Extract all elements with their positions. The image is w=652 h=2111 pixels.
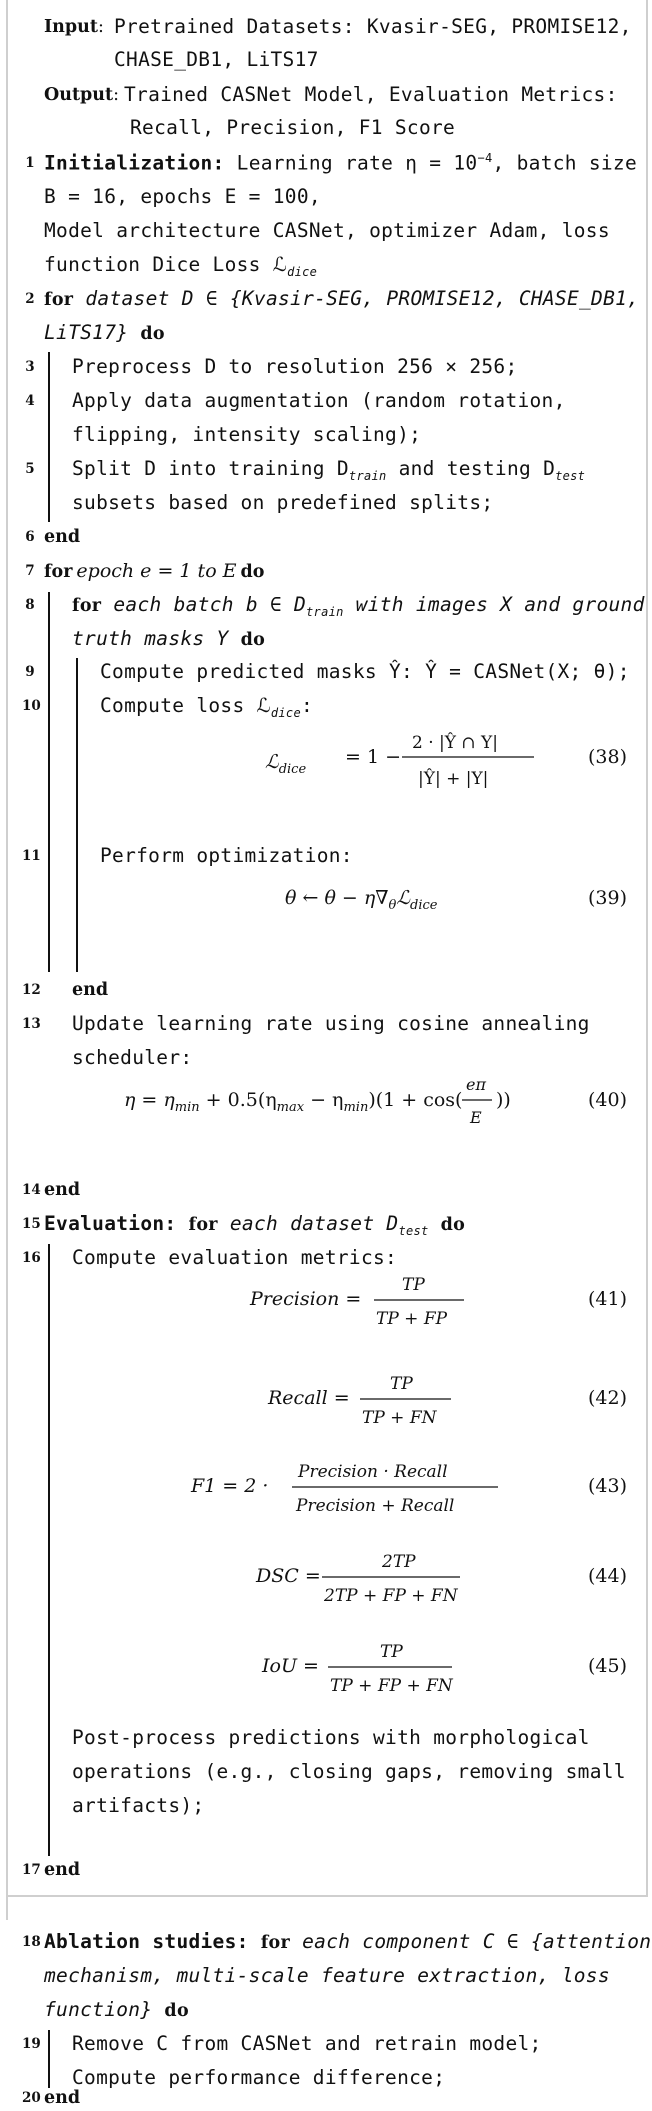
eq42-den: TP + FN xyxy=(362,1408,437,1428)
step-18-line-3: function} do xyxy=(44,1998,189,2021)
line-number-7: 7 xyxy=(25,563,35,579)
line-number-9: 9 xyxy=(25,664,35,680)
line-number-5: 5 xyxy=(25,461,35,477)
line-number-18: 18 xyxy=(22,1934,41,1950)
output-keyword: Output: xyxy=(44,85,120,105)
eq41-den: TP + FP xyxy=(376,1309,448,1329)
step-18-line-2: mechanism, multi-scale feature extraction, loss xyxy=(44,1964,610,1987)
eq39-number: (39) xyxy=(588,887,628,909)
eq43-num: Precision · Recall xyxy=(298,1462,448,1482)
eq44-den: 2TP + FP + FN xyxy=(324,1586,458,1606)
equation-41 xyxy=(249,1275,627,1329)
eq43-lhs: F1 = 2 · xyxy=(191,1475,269,1497)
line-number-1: 1 xyxy=(25,155,35,171)
input-keyword: Input: xyxy=(44,17,104,37)
step-4-line-2: flipping, intensity scaling); xyxy=(72,423,422,446)
step-1-line-2: B = 16, epochs E = 100, xyxy=(44,185,321,208)
step-18-line-1: Ablation studies: for each component C ∈ {attention xyxy=(44,1930,652,1953)
eq42-number: (42) xyxy=(588,1387,628,1409)
line-number-14: 14 xyxy=(22,1182,41,1198)
eq43-number: (43) xyxy=(588,1475,628,1497)
step-13-line-1: Update learning rate using cosine annealing xyxy=(72,1012,590,1035)
eq45-lhs: IoU = xyxy=(262,1655,319,1677)
eq38-rhs: = 1 − xyxy=(345,746,402,768)
eq41-num: TP xyxy=(402,1275,425,1295)
step-7: for epoch e = 1 to E do xyxy=(44,560,265,582)
post-process-line-1: Post-process predictions with morphological xyxy=(72,1726,590,1749)
step-13-line-2: scheduler: xyxy=(72,1046,193,1069)
line-number-3: 3 xyxy=(25,359,35,375)
equation-40 xyxy=(124,1075,627,1127)
step-1-line-3: Model architecture CASNet, optimizer Adam, loss xyxy=(44,219,610,242)
eq43-den: Precision + Recall xyxy=(296,1496,455,1516)
step-19-line-2: Compute performance difference; xyxy=(72,2066,446,2089)
eq40-close: )) xyxy=(496,1089,511,1111)
step-15: Evaluation: for each dataset $D_{test}$ do xyxy=(44,1212,466,1238)
block-bar-evaluation xyxy=(48,1244,50,1856)
step-20-end: end xyxy=(44,2088,81,2108)
eq39-expr: θ ← $\theta - \eta\nabla_\theta ℒ_{dice}$ xyxy=(285,887,438,913)
eq40-frac-den: E xyxy=(470,1108,482,1127)
input-line-1: Pretrained Datasets: Kvasir-SEG, PROMISE12, xyxy=(114,15,632,38)
line-number-20: 20 xyxy=(22,2090,41,2106)
line-number-12: 12 xyxy=(22,982,41,998)
eq45-num: TP xyxy=(380,1642,403,1662)
equation-43 xyxy=(190,1462,627,1516)
line-number-10: 10 xyxy=(22,698,41,714)
line-number-11: 11 xyxy=(22,848,41,864)
line-number-6: 6 xyxy=(25,529,35,545)
eq40-frac-num: eπ xyxy=(466,1075,486,1094)
equation-45 xyxy=(261,1642,627,1696)
step-1-line-4: function Dice Loss ℒ$_{dice}$ xyxy=(44,253,318,279)
step-16: Compute evaluation metrics: xyxy=(72,1246,398,1269)
block-bar-ablation xyxy=(48,2030,50,2088)
line-number-2: 2 xyxy=(25,291,35,307)
step-4-line-1: Apply data augmentation (random rotation, xyxy=(72,389,566,412)
output-line-2: Recall, Precision, F1 Score xyxy=(130,116,456,139)
line-number-15: 15 xyxy=(22,1216,41,1232)
step-8-line-2: truth masks Y do xyxy=(72,627,266,650)
equation-42 xyxy=(267,1374,627,1428)
eq44-number: (44) xyxy=(588,1565,628,1587)
eq38-den: |Ŷ| + |Y| xyxy=(418,769,489,789)
input-line-2: CHASE_DB1, LiTS17 xyxy=(114,48,319,71)
line-number-8: 8 xyxy=(25,597,35,613)
step-2-line-1: for dataset D ∈ {Kvasir-SEG, PROMISE12, CHASE_DB1, xyxy=(44,287,640,310)
eq41-number: (41) xyxy=(588,1288,628,1310)
post-process-line-2: operations (e.g., closing gaps, removing small xyxy=(72,1760,626,1783)
eq38-lhs: ℒ$_{dice}$ xyxy=(265,751,307,777)
eq38-num: 2 · |Ŷ ∩ Y| xyxy=(412,733,498,753)
line-number-19: 19 xyxy=(22,2036,41,2052)
equation-39 xyxy=(285,887,627,913)
eq41-lhs: Precision = xyxy=(250,1288,362,1310)
step-9: Compute predicted masks Ŷ: Ŷ = CASNet(X; θ); xyxy=(100,660,630,683)
step-5-line-2: subsets based on predefined splits; xyxy=(72,491,494,514)
eq42-num: TP xyxy=(390,1374,413,1394)
step-2-line-2: LiTS17} do xyxy=(44,321,165,344)
step-12-end: end xyxy=(72,980,109,1000)
output-line-1: Trained CASNet Model, Evaluation Metrics: xyxy=(124,83,618,106)
eq44-lhs: DSC = xyxy=(256,1565,321,1587)
line-number-17: 17 xyxy=(22,1862,41,1878)
line-number-4: 4 xyxy=(25,393,35,409)
eq38-number: (38) xyxy=(588,746,628,768)
eq40-number: (40) xyxy=(588,1089,628,1111)
step-14-end: end xyxy=(44,1180,81,1200)
step-19-line-1: Remove C from CASNet and retrain model; xyxy=(72,2032,542,2055)
step-11: Perform optimization: xyxy=(100,844,353,867)
step-10: Compute loss ℒ$_{dice}$: xyxy=(100,694,314,720)
step-8-line-1: for each batch b ∈ $D_{train}$ with images X and ground xyxy=(72,593,645,619)
post-process-line-3: artifacts); xyxy=(72,1794,205,1817)
step-17-end: end xyxy=(44,1860,81,1880)
step-3: Preprocess D to resolution 256 × 256; xyxy=(72,355,518,378)
step-1-line-1: Initialization: Learning rate $\eta = 10^{-4}$, batch size xyxy=(44,151,638,175)
eq44-num: 2TP xyxy=(382,1552,416,1572)
eq42-lhs: Recall = xyxy=(268,1387,350,1409)
equation-38 xyxy=(265,732,627,789)
line-number-16: 16 xyxy=(22,1250,41,1266)
eq40-expr: $\eta = \eta_{min} + 0.5(\eta_{max} - \eta_{min})(1 + \cos$( xyxy=(124,1089,463,1115)
line-number-13: 13 xyxy=(22,1016,41,1032)
step-5-line-1: Split D into training $D_{train}$ and testing $D_{test}$ xyxy=(72,457,586,483)
equation-44 xyxy=(255,1552,627,1606)
step-6-end: end xyxy=(44,527,81,547)
eq45-den: TP + FP + FN xyxy=(330,1676,453,1696)
eq45-number: (45) xyxy=(588,1655,628,1677)
